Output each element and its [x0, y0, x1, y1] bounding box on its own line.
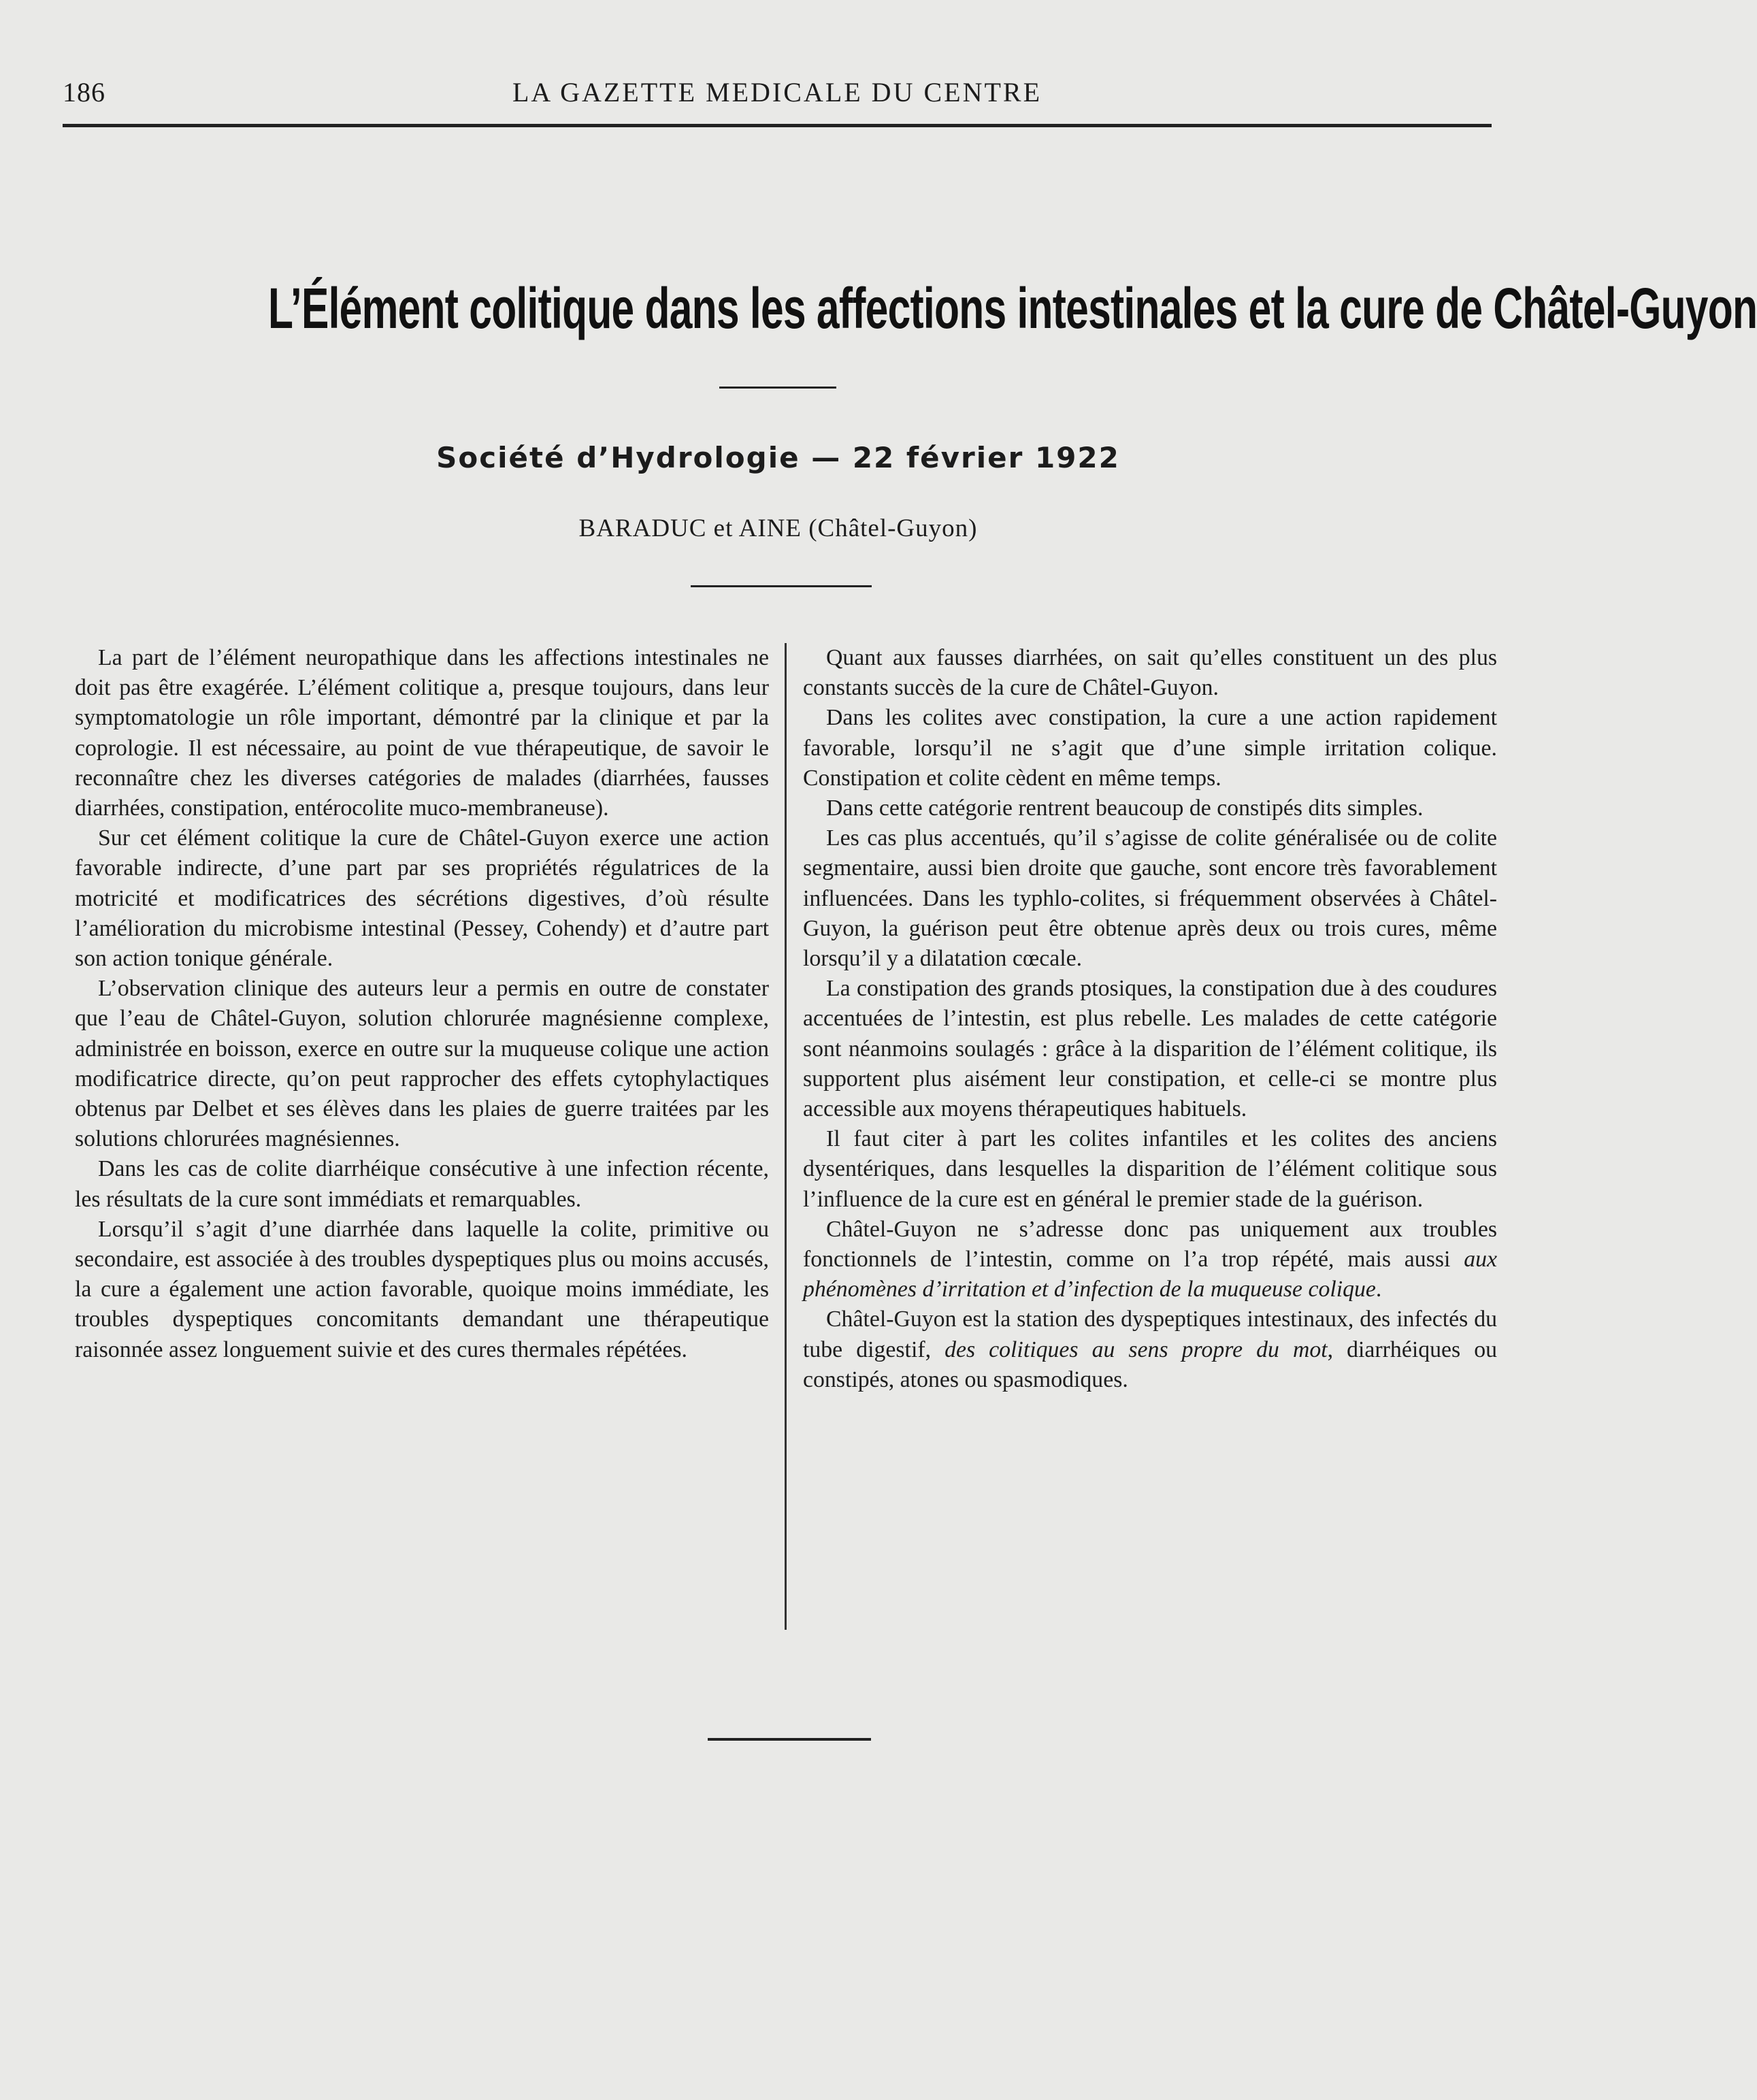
paragraph: Dans les colites avec constipation, la cure a une action rapidement favorable, lorsqu’il ne s’agit que d’une simple irritation colique. Constipation et colite cèdent en même temps. — [803, 705, 1497, 791]
paragraph-text: , diarrhéiques ou constipés, atones ou spasmodiques. — [803, 1336, 1497, 1392]
left-column — [75, 643, 769, 1365]
paragraph: Les cas plus accentués, qu’il s’agisse de colite généralisée ou de colite segmentaire, aussi bien droite que gauche, sont encore très favorablement influencées. Dans les typhlo-colites, si fréquemment observées à Châtel-Guyon, la guérison peut être obtenue après deux ou trois cures, même lorsqu’il y a dilatation cœcale. — [803, 825, 1497, 972]
paragraph-text: . — [1375, 1277, 1382, 1302]
paragraph: Il faut citer à part les colites infantiles et les colites des anciens dysentériques, dans lesquelles la disparition de l’élément colitique sous l’influence de la cure est en général le premier stade de la guérison. — [803, 1126, 1497, 1212]
closing-rule — [708, 1738, 871, 1741]
journal-title: LA GAZETTE MEDICALE DU CENTRE — [512, 77, 1042, 108]
column-divider — [785, 643, 787, 1630]
paragraph: La part de l’élément neuropathique dans les affections intestinales ne doit pas être exagérée. L’élément colitique a, presque toujours, dans leur symptomatologie un rôle important, démontré par la clinique et par la coprologie. Il est nécessaire, au point de vue thérapeutique, de savoir le reconnaître chez les diverses catégories de malades (diarrhées, fausses diarrhées, constipation, entérocolite muco-membraneuse). — [75, 645, 769, 821]
paragraph — [803, 1215, 1497, 1305]
paragraph: Quant aux fausses diarrhées, on sait qu’elles constituent un des plus constants succès de la cure de Châtel-Guyon. — [803, 645, 1497, 701]
paragraph-text: Châtel-Guyon ne s’adresse donc pas uniquement aux troubles fonctionnels de l’intestin, comme on l’a trop répété, mais aussi — [803, 1216, 1497, 1273]
paragraph: Lorsqu’il s’agit d’une diarrhée dans laquelle la colite, primitive ou secondaire, est associée à des troubles dyspeptiques plus ou moins accusés, la cure a également une action favorable, quoique moins immédiate, les troubles dyspeptiques concomitants demandant une thérapeutique raisonnée assez longuement suivie et des cures thermales répétées. — [75, 1216, 769, 1362]
paragraph: La constipation des grands ptosiques, la constipation due à des coudures accentuées de l’intestin, est plus rebelle. Les malades de cette catégorie sont néanmoins soulagés : grâce à la disparition de l’élément colitique, ils supportent plus aisément leur constipation, et celle-ci se montre plus accessible aux moyens thérapeutiques habituels. — [803, 976, 1497, 1122]
paragraph: L’observation clinique des auteurs leur a permis en outre de constater que l’eau de Châtel-Guyon, solution chlorurée magnésienne complexe, administrée en boisson, exerce en outre sur la muqueuse colique une action modificatrice directe, qu’on peut rapprocher des effets cytophylactiques obtenus par Delbet et ses élèves dans les plaies de guerre traitées par les solutions chlorurées magnésiennes. — [75, 976, 769, 1152]
article-authors: BARADUC et AINE (Châtel-Guyon) — [578, 514, 978, 542]
emphasis-text: aux phénomènes d’irritation et d’infection de la muqueuse colique — [803, 1247, 1497, 1302]
article-subtitle: Société d’Hydrologie — 22 février 1922 — [436, 441, 1120, 474]
authors-rule — [691, 585, 872, 587]
paragraph-text: Châtel-Guyon est la station des dyspeptiques intestinaux, des infectés du tube digestif, — [803, 1307, 1497, 1362]
title-rule — [719, 387, 836, 389]
article-title: L’Élément colitique dans les affections intestinales et la cure de Châtel-Guyon — [268, 276, 1757, 340]
right-column — [803, 643, 1497, 1395]
paragraph: Sur cet élément colitique la cure de Châtel-Guyon exerce une action favorable indirecte, d’une part par ses propriétés régulatrices de la motricité et modificatrices des sécrétions digestives, d’où résulte l’amélioration du microbisme intestinal (Pessey, Cohendy) et d’autre part son action tonique générale. — [75, 825, 769, 972]
running-header — [63, 76, 1492, 127]
page-number: 186 — [63, 77, 105, 108]
emphasis-text: des colitiques au sens propre du mot — [945, 1336, 1328, 1362]
paragraph: Dans les cas de colite diarrhéique consécutive à une infection récente, les résultats de la cure sont immédiats et remarquables. — [75, 1156, 769, 1212]
paragraph — [803, 1305, 1497, 1395]
paragraph: Dans cette catégorie rentrent beaucoup de constipés dits simples. — [826, 795, 1424, 821]
